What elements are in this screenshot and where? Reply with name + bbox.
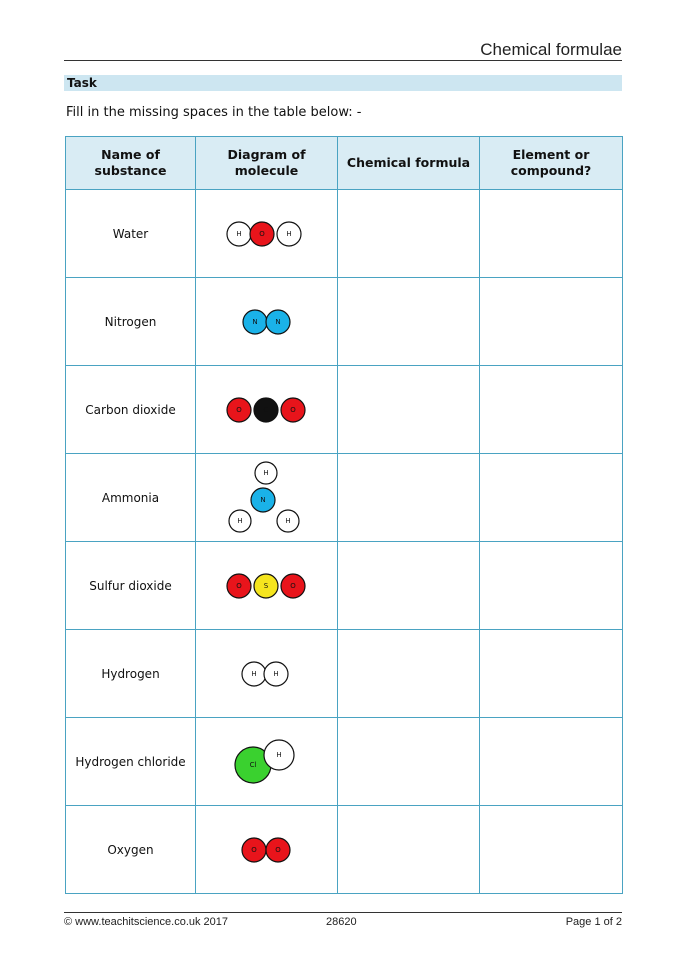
table-row	[66, 366, 623, 454]
chemical-formula-cell[interactable]	[338, 190, 480, 278]
element-or-compound-cell[interactable]	[480, 806, 623, 894]
substance-name: Water	[66, 190, 196, 278]
footer-copyright: © www.teachitscience.co.uk 2017	[64, 916, 229, 928]
atom-label: O	[289, 405, 296, 414]
element-or-compound-cell[interactable]	[480, 454, 623, 542]
molecule-diagram	[222, 395, 312, 425]
atom-label: Cl	[249, 760, 256, 769]
molecule-diagram-cell	[196, 806, 338, 894]
substance-name: Sulfur dioxide	[66, 542, 196, 630]
atom-label: O	[258, 229, 265, 238]
atom-label: C	[263, 405, 268, 414]
chemical-formula-cell[interactable]	[338, 278, 480, 366]
chemical-formula-cell[interactable]	[338, 454, 480, 542]
element-or-compound-cell[interactable]	[480, 190, 623, 278]
molecule-diagram	[222, 460, 312, 535]
atom-label: O	[289, 581, 296, 590]
header-name-of-substance: Name of substance	[66, 137, 196, 190]
element-or-compound-cell[interactable]	[480, 278, 623, 366]
molecule-diagram	[227, 739, 307, 785]
footer-divider	[64, 912, 622, 913]
molecule-diagram	[222, 219, 312, 249]
atom-label: H	[235, 229, 242, 238]
atom-label: N	[259, 496, 266, 504]
substance-name: Hydrogen	[66, 630, 196, 718]
worksheet-table	[65, 136, 623, 894]
element-or-compound-cell[interactable]	[480, 630, 623, 718]
header-element-or-compound: Element or compound?	[480, 137, 623, 190]
substance-name: Nitrogen	[66, 278, 196, 366]
molecule-diagram-cell	[196, 630, 338, 718]
atom-label: H	[275, 750, 282, 759]
substance-name: Oxygen	[66, 806, 196, 894]
table-row	[66, 278, 623, 366]
chemical-formula-cell[interactable]	[338, 366, 480, 454]
atom-label: O	[250, 845, 257, 854]
atom-label: N	[251, 317, 258, 326]
molecule-diagram	[222, 571, 312, 601]
substance-name: Ammonia	[66, 454, 196, 542]
molecule-diagram	[237, 307, 297, 337]
atom-label: S	[263, 581, 268, 590]
molecule-diagram	[237, 835, 297, 865]
table-row	[66, 190, 623, 278]
substance-name: Hydrogen chloride	[66, 718, 196, 806]
chemical-formula-cell[interactable]	[338, 718, 480, 806]
instruction-text: Fill in the missing spaces in the table below: -	[66, 105, 362, 120]
molecule-diagram-cell	[196, 542, 338, 630]
atom-label: O	[274, 845, 281, 854]
page-title: Chemical formulae	[480, 40, 622, 59]
atom-label: O	[235, 581, 242, 590]
molecule-diagram-cell	[196, 278, 338, 366]
atom-label: H	[284, 517, 291, 525]
header-divider	[64, 60, 622, 61]
table-row	[66, 542, 623, 630]
header-row	[66, 137, 623, 190]
task-bar	[64, 75, 622, 91]
table-row	[66, 718, 623, 806]
table-row	[66, 806, 623, 894]
atom-label: H	[236, 517, 243, 525]
footer-page-number: Page 1 of 2	[565, 916, 622, 928]
header-diagram-of-molecule: Diagram of molecule	[196, 137, 338, 190]
atom-label: H	[250, 669, 257, 678]
element-or-compound-cell[interactable]	[480, 718, 623, 806]
header-chemical-formula: Chemical formula	[338, 137, 480, 190]
element-or-compound-cell[interactable]	[480, 542, 623, 630]
molecule-diagram-cell	[196, 454, 338, 542]
element-or-compound-cell[interactable]	[480, 366, 623, 454]
table-row	[66, 630, 623, 718]
footer-resource-code: 28620	[326, 916, 357, 928]
molecule-diagram-cell	[196, 366, 338, 454]
atom-label: O	[235, 405, 242, 414]
atom-label: N	[274, 317, 281, 326]
molecule-diagram-cell	[196, 190, 338, 278]
atom-label: H	[262, 469, 269, 477]
chemical-formula-cell[interactable]	[338, 630, 480, 718]
atom-label: H	[285, 229, 292, 238]
table-row	[66, 454, 623, 542]
chemical-formula-cell[interactable]	[338, 542, 480, 630]
atom-label: H	[272, 669, 279, 678]
chemical-formula-cell[interactable]	[338, 806, 480, 894]
molecule-diagram-cell	[196, 718, 338, 806]
task-label: Task	[67, 76, 97, 90]
molecule-diagram	[237, 659, 297, 689]
substance-name: Carbon dioxide	[66, 366, 196, 454]
